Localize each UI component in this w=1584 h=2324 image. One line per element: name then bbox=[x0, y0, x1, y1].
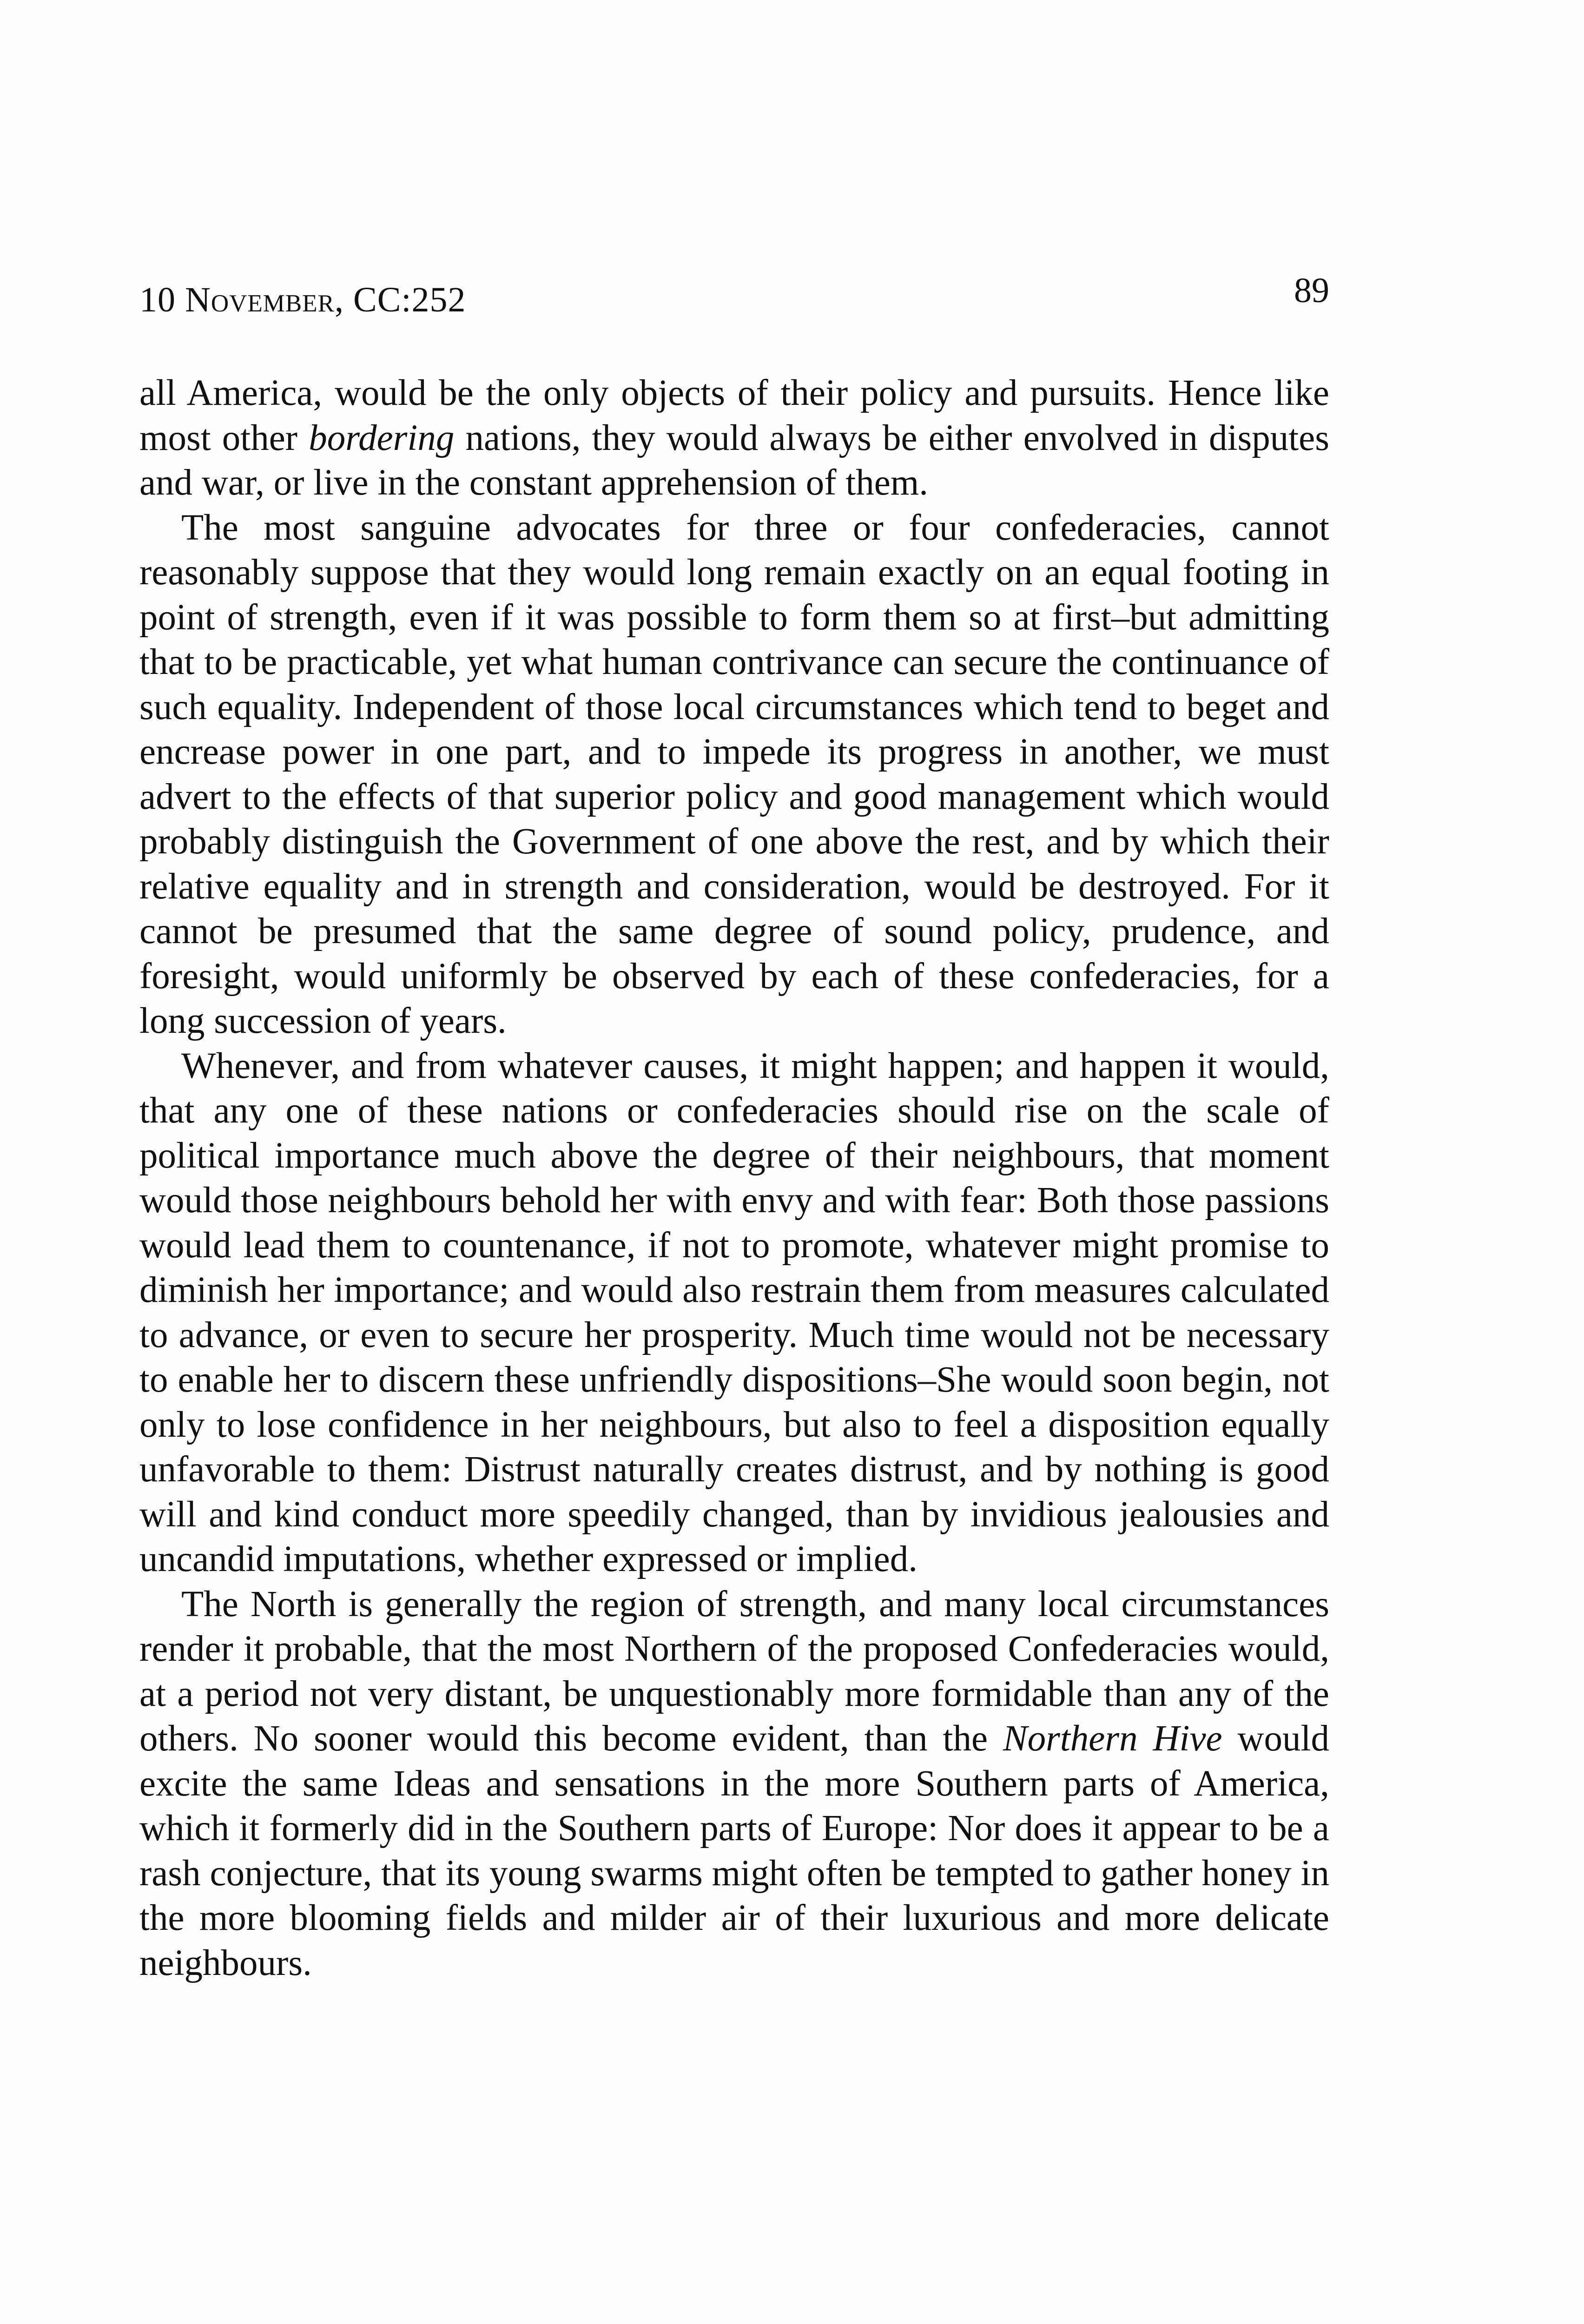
running-head-citation bbox=[139, 274, 466, 325]
running-head-date: 10 bbox=[139, 280, 176, 319]
running-head-month: November bbox=[185, 280, 335, 319]
page-number: 89 bbox=[1294, 271, 1329, 310]
paragraph-political-importance: Whenever, and from whatever causes, it might happen; and happen it would, that any one of these nations or confederacies should rise on the scale of political importance much above the degree of their neighbours, that moment would those neighbours behold her with envy and with fear: Both those passions would lead them to countenance, if not to promote, whatever might promise to diminish her importance; and would also restrain them from measures calculated to advance, or even to secure her prosperity. Much time would not be necessary to enable her to discern these unfriendly dispositions–She would soon begin, not only to lose confidence in her neighbours, but also to feel a disposition equally unfavorable to them: Distrust naturally creates distrust, and by nothing is good will and kind conduct more speedily changed, than by invidious jealousies and uncandid imputations, whether expressed or implied. bbox=[139, 1045, 1329, 1579]
paragraph-northern-strength bbox=[139, 1582, 1329, 1986]
paragraph-text: would excite the same Ideas and sensations in the more Southern parts of America, which it formerly did in the Southern parts of Europe: Nor does it appear to be a rash conjecture, that its young swarms might often be tempted to gather honey in the more blooming fields and milder air of their luxurious and more delicate neighbours. bbox=[139, 1718, 1329, 1983]
italic-term-bordering: bordering bbox=[309, 417, 455, 458]
running-head bbox=[139, 271, 1329, 325]
running-head-document-number: , CC:252 bbox=[335, 280, 466, 319]
paragraph-confederacies-equality: The most sanguine advocates for three or four confederacies, cannot reasonably suppose that they would long remain exactly on an equal footing in point of strength, even if it was possible to form them so at first–but admitting that to be practicable, yet what human contrivance can secure the continuance of such equality. Independent of those local circumstances which tend to beget and encrease power in one part, and to impede its progress in another, we must advert to the effects of that superior policy and good management which would probably distinguish the Government of one above the rest, and by which their relative equality and in strength and consideration, would be destroyed. For it cannot be presumed that the same degree of sound policy, prudence, and foresight, would uniformly be observed by each of these confederacies, for a long succession of years. bbox=[139, 507, 1329, 1041]
paragraph-text: nations, they would always be either envolved in disputes and war, or live in the constant apprehension of them. bbox=[139, 417, 1329, 503]
paragraph-continued bbox=[139, 371, 1329, 506]
body-text bbox=[139, 371, 1329, 1986]
paragraph-text: The North is generally the region of strength, and many local circumstances render it probable, that the most Northern of the proposed Confederacies would, at a period not very distant, be unquestionably more formidable than any of the others. No sooner would this become evident, than the bbox=[139, 1584, 1329, 1759]
paragraph-text: all America, would be the only objects of their policy and pursuits. Hence like most other bbox=[139, 373, 1329, 458]
italic-term-northern-hive: Northern Hive bbox=[1003, 1718, 1222, 1759]
